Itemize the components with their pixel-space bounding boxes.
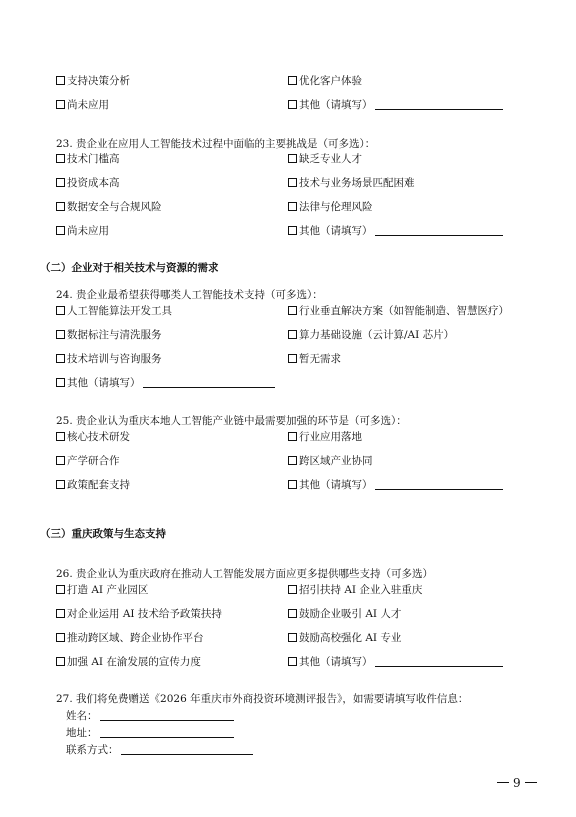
q26-option-0[interactable]: 打造 AI 产业园区 [56, 583, 148, 597]
checkbox[interactable] [288, 202, 297, 211]
q22-option-customer-experience[interactable]: 优化客户体验 [288, 74, 362, 88]
q25-option-0[interactable]: 核心技术研发 [56, 430, 130, 444]
checkbox[interactable] [56, 330, 65, 339]
checkbox[interactable] [288, 330, 297, 339]
q25-option-4[interactable]: 政策配套支持 [56, 478, 130, 492]
checkbox[interactable] [288, 456, 297, 465]
q25-title: 25. 贵企业认为重庆本地人工智能产业链中最需要加强的环节是（可多选）： [56, 415, 407, 427]
q22-option-other[interactable]: 其他（请填写） [288, 98, 503, 112]
q23-other-fill-line[interactable] [375, 225, 503, 236]
q24-option-2[interactable]: 数据标注与清洗服务 [56, 328, 162, 342]
checkbox[interactable] [288, 154, 297, 163]
q26-option-4[interactable]: 推动跨区域、跨企业协作平台 [56, 631, 204, 645]
checkbox[interactable] [288, 609, 297, 618]
q23-option-other[interactable]: 其他（请填写） [288, 224, 503, 238]
q23-option-4[interactable]: 数据安全与合规风险 [56, 200, 162, 214]
q26-option-2[interactable]: 对企业运用 AI 技术给予政策扶持 [56, 607, 222, 621]
q25-option-3[interactable]: 跨区域产业协同 [288, 454, 373, 468]
page-number: 9 [493, 776, 541, 790]
q24-option-5[interactable]: 暂无需求 [288, 352, 341, 366]
checkbox[interactable] [56, 585, 65, 594]
checkbox[interactable] [288, 306, 297, 315]
checkbox[interactable] [288, 480, 297, 489]
q27-name-field[interactable]: 姓名： [66, 709, 234, 723]
checkbox[interactable] [56, 306, 65, 315]
q24-option-3[interactable]: 算力基础设施（云计算/AI 芯片） [288, 328, 454, 342]
checkbox[interactable] [56, 178, 65, 187]
checkbox[interactable] [288, 100, 297, 109]
checkbox[interactable] [56, 100, 65, 109]
checkbox[interactable] [56, 456, 65, 465]
q26-option-other[interactable]: 其他（请填写） [288, 655, 503, 669]
checkbox[interactable] [56, 378, 65, 387]
contact-fill-line[interactable] [121, 744, 253, 755]
checkbox[interactable] [288, 585, 297, 594]
checkbox[interactable] [56, 633, 65, 642]
checkbox[interactable] [288, 226, 297, 235]
q25-other-fill-line[interactable] [375, 479, 503, 490]
q27-address-field[interactable]: 地址： [66, 726, 234, 740]
checkbox[interactable] [288, 657, 297, 666]
q23-option-5[interactable]: 法律与伦理风险 [288, 200, 373, 214]
q26-other-fill-line[interactable] [375, 656, 503, 667]
checkbox[interactable] [288, 354, 297, 363]
q22-option-not-applied[interactable]: 尚未应用 [56, 98, 109, 112]
q23-option-6[interactable]: 尚未应用 [56, 224, 109, 238]
q26-option-6[interactable]: 加强 AI 在渝发展的宣传力度 [56, 655, 201, 669]
dash-right [525, 782, 537, 783]
q23-option-0[interactable]: 技术门槛高 [56, 152, 120, 166]
q24-title: 24. 贵企业最希望获得哪类人工智能技术支持（可多选）： [56, 289, 323, 301]
checkbox[interactable] [56, 154, 65, 163]
q23-option-2[interactable]: 投资成本高 [56, 176, 120, 190]
q23-option-3[interactable]: 技术与业务场景匹配困难 [288, 176, 415, 190]
checkbox[interactable] [56, 226, 65, 235]
name-fill-line[interactable] [100, 710, 234, 721]
address-fill-line[interactable] [100, 727, 234, 738]
checkbox[interactable] [56, 354, 65, 363]
q23-title: 23. 贵企业在应用人工智能技术过程中面临的主要挑战是（可多选）： [56, 138, 376, 150]
checkbox[interactable] [56, 202, 65, 211]
q26-option-5[interactable]: 鼓励高校强化 AI 专业 [288, 631, 401, 645]
q26-title: 26. 贵企业认为重庆政府在推动人工智能发展方面应更多提供哪些支持（可多选） [56, 568, 434, 580]
q23-option-1[interactable]: 缺乏专业人才 [288, 152, 362, 166]
q25-option-2[interactable]: 产学研合作 [56, 454, 120, 468]
q24-option-1[interactable]: 行业垂直解决方案（如智能制造、智慧医疗） [288, 304, 509, 318]
q22-other-fill-line[interactable] [375, 99, 503, 110]
q24-option-other[interactable]: 其他（请填写） [56, 376, 275, 390]
checkbox[interactable] [56, 657, 65, 666]
checkbox[interactable] [288, 432, 297, 441]
checkbox[interactable] [288, 633, 297, 642]
q27-title: 27. 我们将免费赠送《2026 年重庆市外商投资环境测评报告》，如需要请填写收件信息： [56, 693, 469, 705]
q26-option-3[interactable]: 鼓励企业吸引 AI 人才 [288, 607, 401, 621]
checkbox[interactable] [56, 609, 65, 618]
q25-option-1[interactable]: 行业应用落地 [288, 430, 362, 444]
q27-contact-field[interactable]: 联系方式： [66, 743, 253, 757]
section-3-heading: （三）重庆政策与生态支持 [40, 528, 166, 540]
checkbox[interactable] [56, 432, 65, 441]
q24-option-0[interactable]: 人工智能算法开发工具 [56, 304, 172, 318]
q25-option-other[interactable]: 其他（请填写） [288, 478, 503, 492]
section-2-heading: （二）企业对于相关技术与资源的需求 [40, 262, 219, 274]
checkbox[interactable] [288, 76, 297, 85]
q24-other-fill-line[interactable] [143, 377, 275, 388]
q26-option-1[interactable]: 招引扶持 AI 企业入驻重庆 [288, 583, 422, 597]
checkbox[interactable] [56, 76, 65, 85]
checkbox[interactable] [56, 480, 65, 489]
q24-option-4[interactable]: 技术培训与咨询服务 [56, 352, 162, 366]
checkbox[interactable] [288, 178, 297, 187]
dash-left [497, 782, 509, 783]
q22-option-decision-support[interactable]: 支持决策分析 [56, 74, 130, 88]
